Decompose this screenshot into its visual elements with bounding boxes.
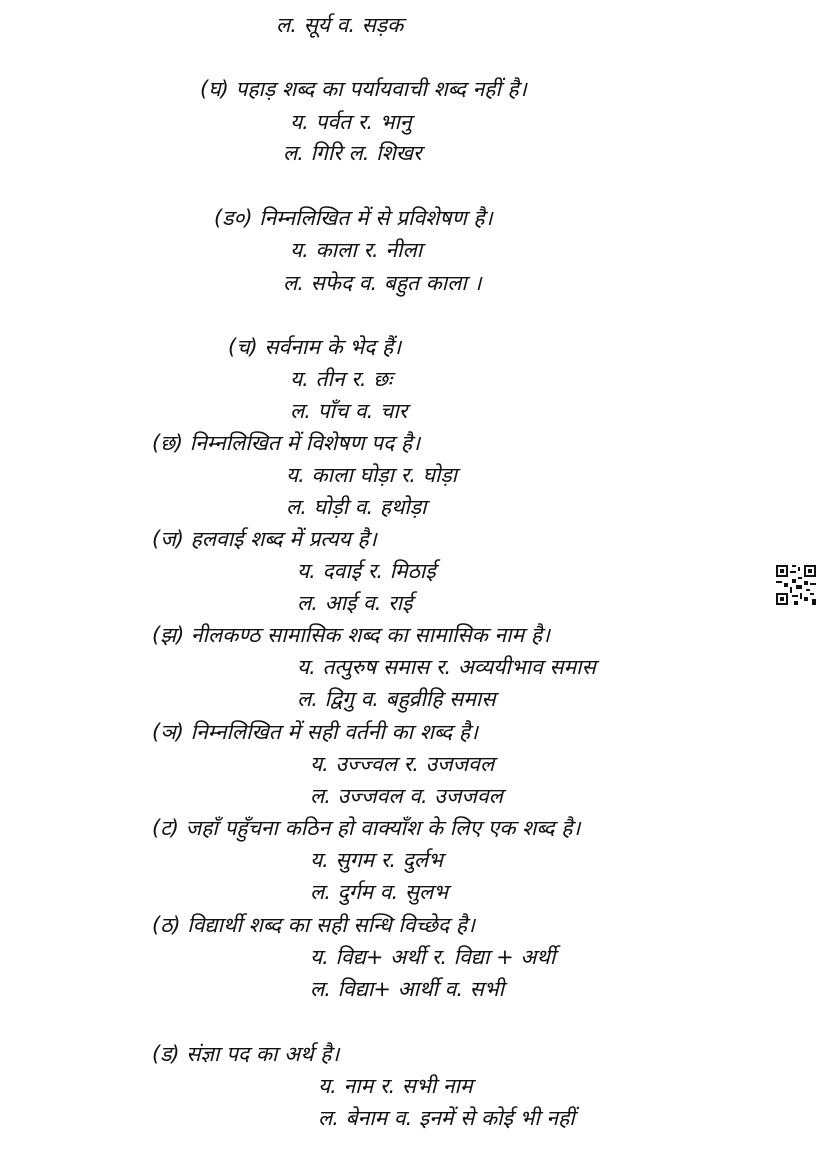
- question-ta: (ट) जहाँ पहुँचना कठिन हो वाक्याँश के लिए एक शब्द है।: [152, 816, 581, 840]
- question-nya: (ञ) निम्नलिखित में सही वर्तनी का शब्द है।: [152, 720, 478, 744]
- options-nya-row2: ल. उज्जवल व. उजजवल: [310, 784, 503, 808]
- question-tha: (ठ) विद्यार्थी शब्द का सही सन्धि विच्छेद है।: [152, 913, 475, 937]
- options-nya-row1: य. उज्ज्वल र. उजजवल: [310, 752, 495, 776]
- cut-off-bottom-line: [270, 1160, 510, 1169]
- options-chha-row1: य. काला घोड़ा र. घोड़ा: [286, 463, 458, 487]
- question-jha: (झ) नीलकण्ठ सामासिक शब्द का सामासिक नाम है।: [152, 623, 550, 647]
- options-ta-row2: ल. दुर्गम व. सुलभ: [310, 880, 449, 904]
- options-cha-row2: ल. पाँच व. चार: [290, 399, 408, 423]
- options-cha-row1: य. तीन र. छः: [290, 367, 393, 391]
- question-nga: (ड०) निम्नलिखित में से प्रविशेषण है।: [214, 206, 493, 230]
- question-chha: (छ) निम्नलिखित में विशेषण पद है।: [152, 431, 421, 455]
- options-nga-row1: य. काला र. नीला: [290, 238, 423, 262]
- options-ja-row1: य. दवाई र. मिठाई: [297, 559, 436, 583]
- option-line-surya-sadak: ल. सूर्य व. सड़क: [276, 13, 404, 37]
- question-gha: (घ) पहाड़ शब्द का पर्यायवाची शब्द नहीं है।: [200, 77, 527, 101]
- options-nga-row2: ल. सफेद व. बहुत काला ।: [283, 271, 482, 295]
- options-jha-row1: य. तत्पुरुष समास र. अव्ययीभाव समास: [297, 655, 596, 679]
- options-tha-row1: य. विद्य+ अर्थी र. विद्या + अर्थी: [310, 945, 556, 969]
- options-da-row1: य. नाम र. सभी नाम: [318, 1074, 473, 1098]
- options-ja-row2: ल. आई व. राई: [297, 591, 413, 615]
- options-ta-row1: य. सुगम र. दुर्लभ: [310, 848, 443, 872]
- options-tha-row2: ल. विद्या+ आर्थी व. सभी: [310, 977, 505, 1001]
- options-gha-row2: ल. गिरि ल. शिखर: [283, 141, 422, 165]
- options-jha-row2: ल. द्विगु व. बहुव्रीहि समास: [297, 687, 496, 711]
- qr-code-icon: [776, 565, 816, 605]
- options-chha-row2: ल. घोड़ी व. हथोड़ा: [286, 495, 427, 519]
- options-da-row2: ल. बेनाम व. इनमें से कोई भी नहीं: [318, 1106, 575, 1130]
- options-gha-row1: य. पर्वत र. भानु: [290, 110, 412, 134]
- question-ja: (ज) हलवाई शब्द में प्रत्यय है।: [152, 527, 377, 551]
- question-cha: (च) सर्वनाम के भेद हैं।: [228, 335, 402, 359]
- question-da: (ड) संज्ञा पद का अर्थ है।: [152, 1042, 340, 1066]
